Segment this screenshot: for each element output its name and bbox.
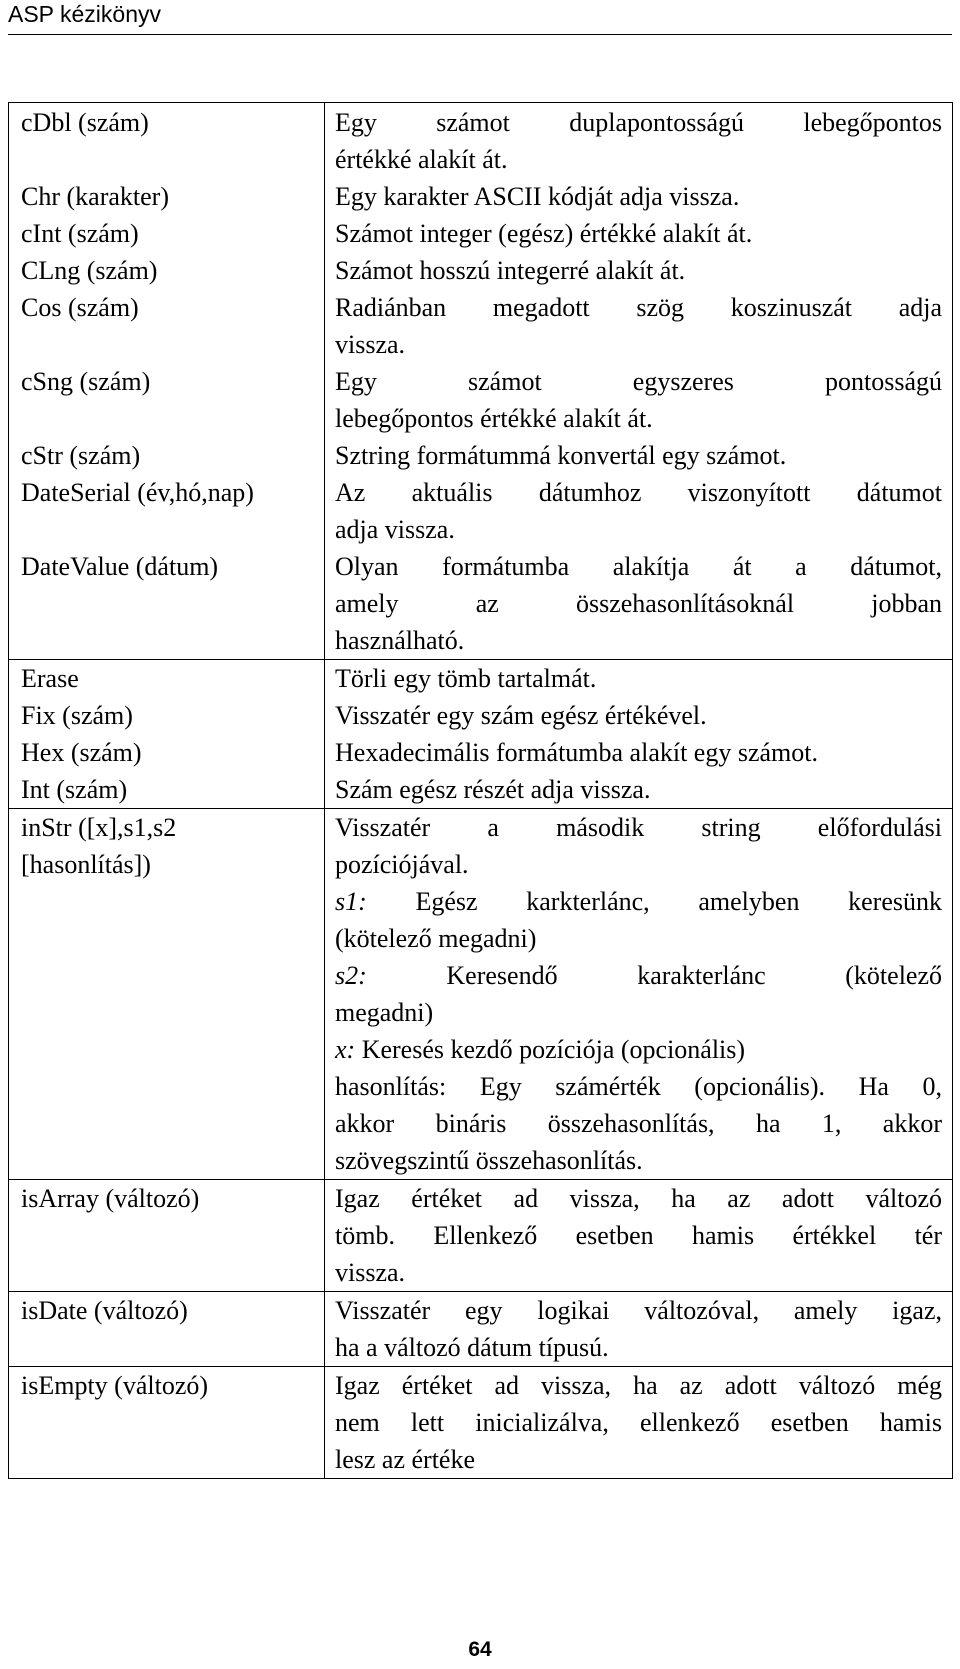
function-name-line: Int (szám) (21, 775, 128, 804)
description-line: Visszatér a második string előfordulási (335, 813, 942, 842)
table-row (9, 1180, 953, 1292)
function-name (9, 771, 325, 809)
function-name-line: cStr (szám) (21, 441, 141, 470)
description-line: Hexadecimális formátumba alakít egy számot. (335, 738, 818, 767)
table-row (9, 363, 953, 437)
description-line: tömb. Ellenkező esetben hamis értékkel tér (335, 1221, 942, 1250)
description-line: Az aktuális dátumhoz viszonyított dátumot (335, 478, 942, 507)
function-name (9, 734, 325, 771)
description-line: lebegőpontos értékké alakít át. (335, 404, 653, 433)
function-description (325, 1367, 953, 1479)
function-name-line: cSng (szám) (21, 367, 151, 396)
parameter-text: Keresés kezdő pozíciója (opcionális) (361, 1035, 746, 1064)
function-description (325, 809, 953, 1180)
parameter-label: s1: (335, 887, 367, 916)
function-description (325, 215, 953, 252)
function-name-line: Fix (szám) (21, 701, 133, 730)
table-row (9, 734, 953, 771)
description-line: Egy számot egyszeres pontosságú (335, 367, 942, 396)
function-description (325, 1292, 953, 1367)
function-description (325, 548, 953, 660)
description-line: amely az összehasonlításoknál jobban (335, 589, 942, 618)
description-line: Visszatér egy szám egész értékével. (335, 701, 707, 730)
parameter-label: s2: (335, 961, 367, 990)
description-line: használható. (335, 626, 465, 655)
function-name (9, 1292, 325, 1367)
parameter-label: x: (335, 1035, 356, 1064)
description-line: pozíciójával. (335, 850, 469, 879)
function-description (325, 289, 953, 363)
parameter-label: hasonlítás: (335, 1072, 447, 1101)
function-name (9, 437, 325, 474)
description-line: Törli egy tömb tartalmát. (335, 664, 597, 693)
parameter-text: (kötelező megadni) (335, 924, 537, 953)
table-row (9, 252, 953, 289)
function-name-line: Erase (21, 664, 79, 693)
function-name-line: CLng (szám) (21, 256, 158, 285)
function-name-line: DateSerial (év,hó,nap) (21, 478, 254, 507)
table-row (9, 809, 953, 1180)
function-description (325, 363, 953, 437)
function-name (9, 178, 325, 215)
table-row (9, 1292, 953, 1367)
function-description (325, 103, 953, 179)
parameter-text: Egy számérték (opcionális). Ha 0, (479, 1072, 942, 1101)
function-name-line: Cos (szám) (21, 293, 139, 322)
parameter-line (335, 883, 942, 920)
function-name-line: Chr (karakter) (21, 182, 169, 211)
function-description (325, 178, 953, 215)
table-row (9, 697, 953, 734)
function-table (8, 102, 953, 1479)
parameter-line (335, 957, 942, 994)
parameter-text: Keresendő karakterlánc (kötelező (446, 961, 942, 990)
table-row (9, 1367, 953, 1479)
function-name-line: inStr ([x],s1,s2 (21, 813, 177, 842)
description-line: értékké alakít át. (335, 145, 508, 174)
description-line: Egy számot duplapontosságú lebegőpontos (335, 108, 942, 137)
function-description (325, 252, 953, 289)
description-line: Igaz értéket ad vissza, ha az adott változó még (335, 1371, 942, 1400)
parameter-line (335, 994, 942, 1031)
table-row (9, 103, 953, 179)
function-name (9, 809, 325, 1180)
description-line: adja vissza. (335, 515, 455, 544)
parameter-line (335, 1142, 942, 1179)
function-name (9, 252, 325, 289)
parameter-line (335, 1068, 942, 1105)
function-description (325, 474, 953, 548)
function-name-line: DateValue (dátum) (21, 552, 219, 581)
parameter-text: szövegszintű összehasonlítás. (335, 1146, 643, 1175)
function-description (325, 734, 953, 771)
function-name (9, 289, 325, 363)
description-line: Sztring formátummá konvertál egy számot. (335, 441, 787, 470)
parameter-line (335, 1105, 942, 1142)
function-name-line: cDbl (szám) (21, 108, 149, 137)
description-line: Egy karakter ASCII kódját adja vissza. (335, 182, 740, 211)
description-line: Számot integer (egész) értékké alakít át. (335, 219, 753, 248)
function-name (9, 660, 325, 698)
function-name (9, 548, 325, 660)
function-name (9, 1367, 325, 1479)
function-description (325, 771, 953, 809)
table-row (9, 215, 953, 252)
parameter-line (335, 1031, 942, 1068)
description-line: Szám egész részét adja vissza. (335, 775, 651, 804)
function-name (9, 697, 325, 734)
function-description (325, 660, 953, 698)
function-description (325, 437, 953, 474)
function-name (9, 363, 325, 437)
function-name-line: Hex (szám) (21, 738, 142, 767)
parameter-line (335, 920, 942, 957)
description-line: Radiánban megadott szög koszinuszát adja (335, 293, 942, 322)
table-row (9, 178, 953, 215)
description-line: lesz az értéke (335, 1445, 476, 1474)
page-number: 64 (468, 1638, 492, 1661)
parameter-text: akkor bináris összehasonlítás, ha 1, akkor (335, 1109, 942, 1138)
table-row (9, 771, 953, 809)
function-name (9, 1180, 325, 1292)
description-line: Igaz értéket ad vissza, ha az adott változó (335, 1184, 942, 1213)
header-title: ASP kézikönyv (8, 1, 161, 27)
table-row (9, 289, 953, 363)
description-line: Visszatér egy logikai változóval, amely igaz, (335, 1296, 942, 1325)
parameter-text: megadni) (335, 998, 434, 1027)
function-name (9, 103, 325, 179)
parameter-text: Egész karkterlánc, amelyben keresünk (415, 887, 942, 916)
table-row (9, 548, 953, 660)
description-line: ha a változó dátum típusú. (335, 1333, 609, 1362)
description-line: Olyan formátumba alakítja át a dátumot, (335, 552, 942, 581)
function-name (9, 215, 325, 252)
description-line: vissza. (335, 330, 406, 359)
table-row (9, 437, 953, 474)
function-name-line: isArray (változó) (21, 1184, 200, 1213)
function-name-line: cInt (szám) (21, 219, 139, 248)
function-name (9, 474, 325, 548)
function-description (325, 697, 953, 734)
function-name-line: isDate (változó) (21, 1296, 188, 1325)
description-line: Számot hosszú integerré alakít át. (335, 256, 686, 285)
function-description (325, 1180, 953, 1292)
description-line: nem lett inicializálva, ellenkező esetben hamis (335, 1408, 942, 1437)
function-name-line: [hasonlítás]) (21, 850, 151, 879)
table-row (9, 474, 953, 548)
page-header (8, 0, 952, 35)
function-name-line: isEmpty (változó) (21, 1371, 209, 1400)
description-line: vissza. (335, 1258, 406, 1287)
table-row (9, 660, 953, 698)
